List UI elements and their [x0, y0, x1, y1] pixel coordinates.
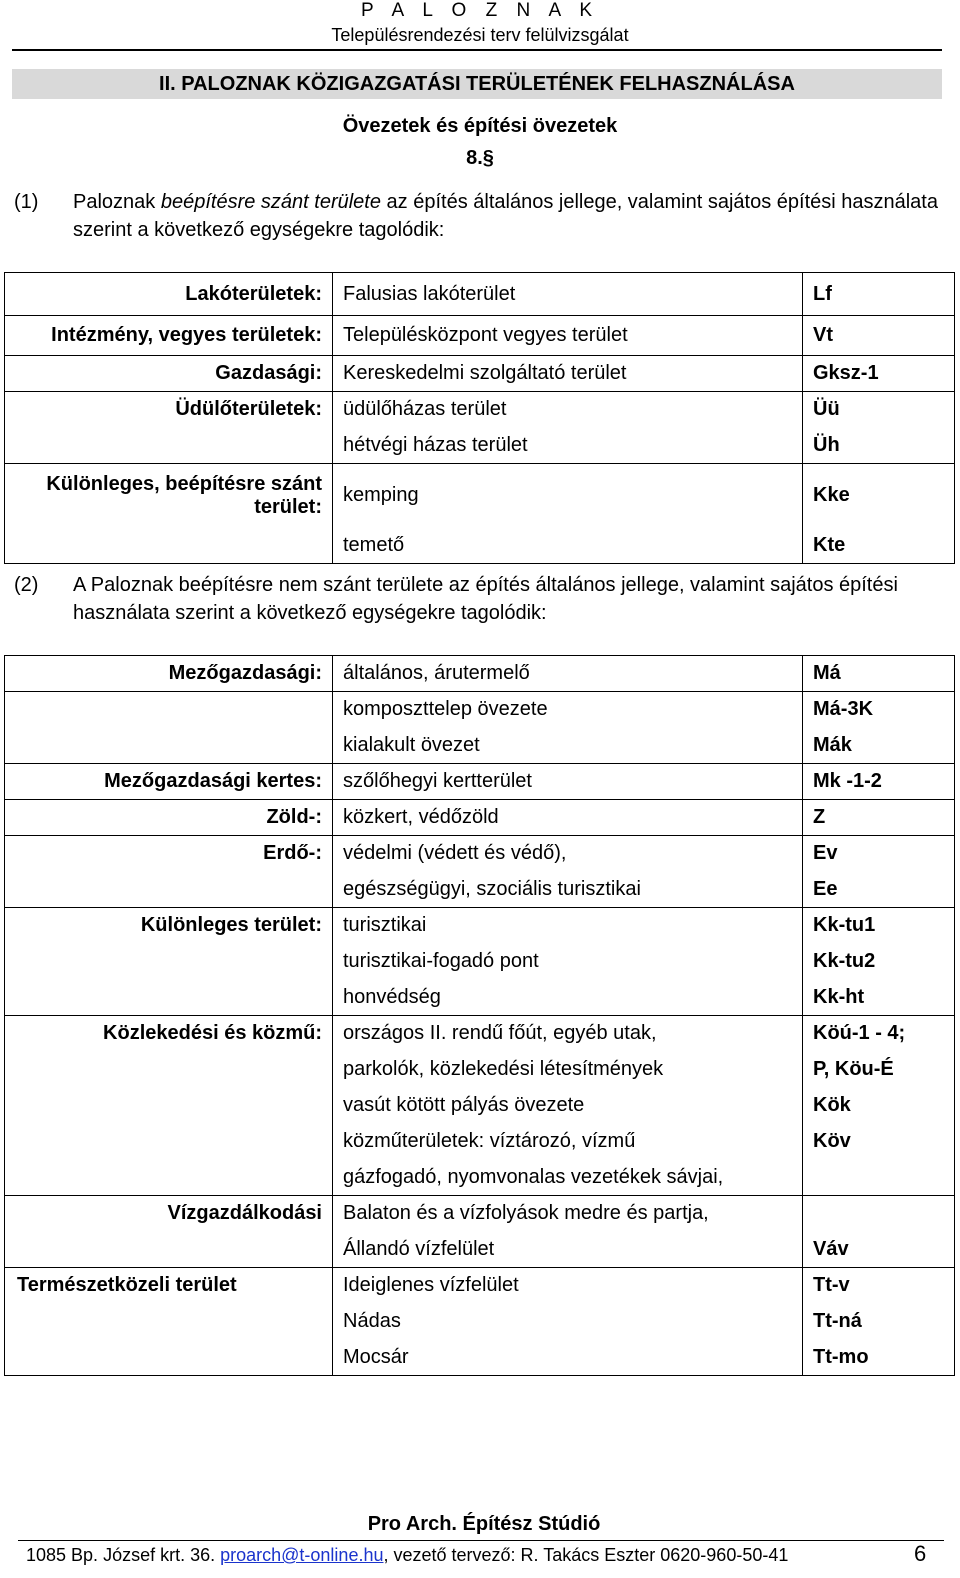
table-row: [5, 273, 955, 316]
zone-description: Településközpont vegyes terület: [333, 316, 803, 356]
table-row: [5, 1304, 955, 1340]
zone-code: Mk -1-2: [803, 764, 955, 800]
zone-description: turisztikai-fogadó pont: [333, 944, 803, 980]
zone-description: parkolók, közlekedési létesítmények: [333, 1052, 803, 1088]
zone-category: Gazdasági:: [5, 356, 333, 392]
zone-description: temető: [333, 528, 803, 564]
table-row: [5, 356, 955, 392]
zone-description: egészségügyi, szociális turisztikai: [333, 872, 803, 908]
zone-category: [5, 1304, 333, 1340]
zone-code: [803, 1160, 955, 1196]
footer-contact: [26, 1543, 788, 1567]
zone-description: Nádas: [333, 1304, 803, 1340]
zone-category: Közlekedési és közmű:: [5, 1016, 333, 1052]
zone-description: komposzttelep övezete: [333, 692, 803, 728]
table-row: [5, 1340, 955, 1376]
zone-description: Kereskedelmi szolgáltató terület: [333, 356, 803, 392]
zone-code: Má: [803, 656, 955, 692]
zone-category: Lakóterületek:: [5, 273, 333, 316]
zone-description: kemping: [333, 464, 803, 528]
zone-category: [5, 728, 333, 764]
zone-category: Zöld-:: [5, 800, 333, 836]
zone-category: [5, 944, 333, 980]
zone-description: gázfogadó, nyomvonalas vezetékek sávjai,: [333, 1160, 803, 1196]
zone-code: Üh: [803, 428, 955, 464]
para1-text-a: Paloznak: [73, 191, 161, 213]
zone-category: [5, 1232, 333, 1268]
table-row: [5, 1160, 955, 1196]
zone-description: turisztikai: [333, 908, 803, 944]
table-row: [5, 1268, 955, 1304]
table-row: [5, 1052, 955, 1088]
para1-text-italic: beépítésre szánt területe: [160, 191, 381, 213]
zone-category: Intézmény, vegyes területek:: [5, 316, 333, 356]
page-number: 6: [914, 1541, 927, 1566]
table-row: [5, 728, 955, 764]
table-row: [5, 764, 955, 800]
zone-description: védelmi (védett és védő),: [333, 836, 803, 872]
zone-category: [5, 428, 333, 464]
table-row: [5, 692, 955, 728]
zone-category: [5, 1340, 333, 1376]
zone-description: Ideiglenes vízfelület: [333, 1268, 803, 1304]
zone-code: Kk-tu1: [803, 908, 955, 944]
zone-code: Kök: [803, 1088, 955, 1124]
zone-description: Balaton és a vízfolyások medre és partja,: [333, 1196, 803, 1232]
zone-code: Mák: [803, 728, 955, 764]
zone-description: közműterületek: víztározó, vízmű: [333, 1124, 803, 1160]
zone-code: Ev: [803, 836, 955, 872]
table-row: [5, 836, 955, 872]
zone-category: Üdülőterületek:: [5, 392, 333, 428]
table-row: [5, 1196, 955, 1232]
table-row: [5, 464, 955, 528]
zone-code: Tt-ná: [803, 1304, 955, 1340]
zone-code: Gksz-1: [803, 356, 955, 392]
table-row: [5, 392, 955, 428]
zone-code: Kk-tu2: [803, 944, 955, 980]
zone-code: Lf: [803, 273, 955, 316]
zone-category: [5, 1088, 333, 1124]
chapter-title: II. PALOZNAK KÖZIGAZGATÁSI TERÜLETÉNEK FELHASZNÁLÁSA: [12, 69, 942, 99]
table-row: [5, 1016, 955, 1052]
para1-text: [73, 188, 948, 244]
zone-description: országos II. rendű főút, egyéb utak,: [333, 1016, 803, 1052]
zone-description: kialakult övezet: [333, 728, 803, 764]
zone-description: szőlőhegyi kertterület: [333, 764, 803, 800]
zone-code: Má-3K: [803, 692, 955, 728]
zone-description: Állandó vízfelület: [333, 1232, 803, 1268]
zone-description: vasút kötött pályás övezete: [333, 1088, 803, 1124]
table-row: [5, 980, 955, 1016]
zone-category: [5, 872, 333, 908]
para2-text: A Paloznak beépítésre nem szánt területe az építés általános jellege, valamint sajátos építési használata szerint a következő egységekre tagolódik:: [73, 574, 898, 624]
document-header-subtitle: Településrendezési terv felülvizsgálat: [331, 25, 629, 45]
table-row: [5, 656, 955, 692]
zone-code: Üü: [803, 392, 955, 428]
zone-description: üdülőházas terület: [333, 392, 803, 428]
zone-category: [5, 692, 333, 728]
zone-code: Váv: [803, 1232, 955, 1268]
footer-divider: [18, 1540, 944, 1541]
table-row: [5, 872, 955, 908]
zone-category: Különleges terület:: [5, 908, 333, 944]
zone-code: Z: [803, 800, 955, 836]
table-row: [5, 1232, 955, 1268]
zone-code: P, Köu-É: [803, 1052, 955, 1088]
table-row: [5, 944, 955, 980]
table-row: [5, 316, 955, 356]
table-row: [5, 1088, 955, 1124]
zone-description: közkert, védőzöld: [333, 800, 803, 836]
zone-category: Vízgazdálkodási: [5, 1196, 333, 1232]
zone-category: [5, 1160, 333, 1196]
zone-category: [5, 1124, 333, 1160]
footer-designer: , vezető tervező: R. Takács Eszter 0620-960-50-41: [383, 1545, 789, 1565]
zone-category: Mezőgazdasági:: [5, 656, 333, 692]
zone-description: Mocsár: [333, 1340, 803, 1376]
zone-code: Kte: [803, 528, 955, 564]
zone-code: Köú-1 - 4;: [803, 1016, 955, 1052]
building-zones-table: [4, 272, 955, 564]
table-row: [5, 908, 955, 944]
zone-category: Erdő-:: [5, 836, 333, 872]
document-header-title: P A L O Z N A K: [360, 0, 600, 21]
table-row: [5, 528, 955, 564]
zone-category: Természetközeli terület: [5, 1268, 333, 1304]
zone-code: Tt-mo: [803, 1340, 955, 1376]
zone-category: Mezőgazdasági kertes:: [5, 764, 333, 800]
section-title: Övezetek és építési övezetek: [342, 115, 618, 137]
zone-description: általános, árutermelő: [333, 656, 803, 692]
zone-code: Vt: [803, 316, 955, 356]
para1-text-b: az építés általános jellege, valamint sajátos építési használata szerint a következő egységekre tagolódik:: [73, 191, 938, 241]
zone-code: Tt-v: [803, 1268, 955, 1304]
zone-code: Ee: [803, 872, 955, 908]
zone-description: hétvégi házas terület: [333, 428, 803, 464]
footer-studio: Pro Arch. Építész Stúdió: [367, 1513, 601, 1535]
footer-email-link[interactable]: proarch@t-online.hu: [220, 1545, 384, 1565]
non-building-zones-table: [4, 655, 955, 1376]
zone-code: Köv: [803, 1124, 955, 1160]
para1-number: (1): [14, 191, 39, 213]
zone-category: [5, 528, 333, 564]
zone-category: [5, 980, 333, 1016]
zone-category: [5, 1052, 333, 1088]
zone-category: Különleges, beépítésre szánt terület:: [5, 464, 333, 528]
table-row: [5, 428, 955, 464]
para2-number: (2): [14, 574, 39, 596]
zone-description: honvédség: [333, 980, 803, 1016]
table-row: [5, 800, 955, 836]
zone-code: Kk-ht: [803, 980, 955, 1016]
zone-code: Kke: [803, 464, 955, 528]
header-divider: [12, 49, 942, 51]
paragraph-mark: 8.§: [466, 147, 494, 169]
footer-address: 1085 Bp. József krt. 36.: [26, 1545, 221, 1565]
zone-code: [803, 1196, 955, 1232]
table-row: [5, 1124, 955, 1160]
zone-description: Falusias lakóterület: [333, 273, 803, 316]
